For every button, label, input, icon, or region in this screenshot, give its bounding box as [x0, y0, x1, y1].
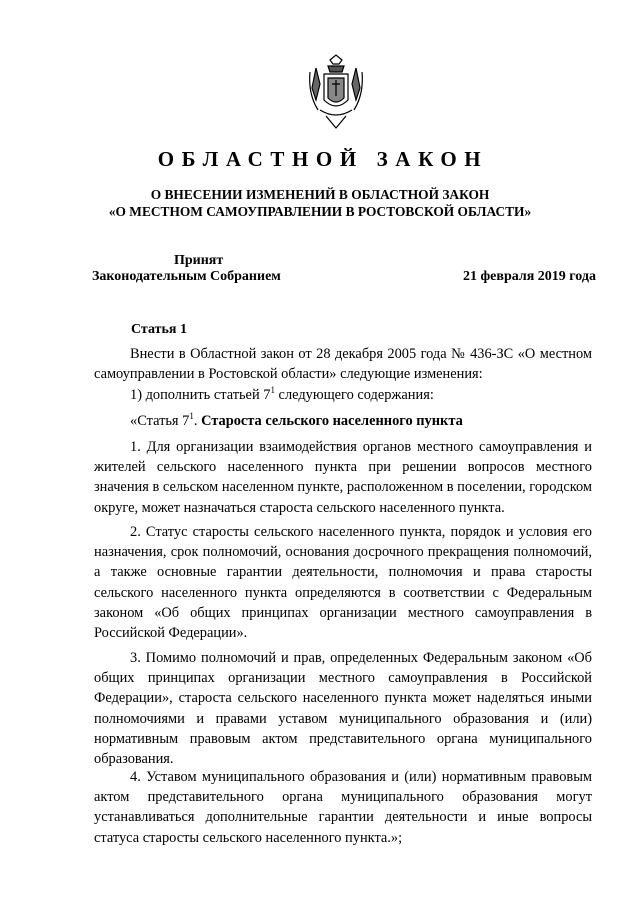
- adopting-body: Законодательным Собранием: [92, 269, 281, 284]
- adoption-date: 21 февраля 2019 года: [463, 269, 596, 284]
- item-1-line: [130, 385, 434, 405]
- coat-of-arms-emblem: [306, 54, 366, 130]
- item-1-suffix: следующего содержания:: [274, 387, 434, 403]
- new-article-heading: «Статья $7^1$. Староста сельского населенного пункта: [130, 411, 463, 429]
- paragraph-3: 3. Помимо полномочий и прав, определенных Федеральным законом «Об общих принципах организации местного самоуправления в Российской Федерации», староста сельского населенного пункта может наделяться иными полномочиями и правами уставом муниципального образования и (или) нормативным правовым актом представительного органа муниципального образования.: [94, 650, 592, 768]
- adopted-label: Принят: [174, 253, 224, 268]
- new-article-title: Староста сельского населенного пункта: [201, 413, 463, 429]
- law-title-line-2: «О МЕСТНОМ САМОУПРАВЛЕНИИ В РОСТОВСКОЙ ОБЛАСТИ»: [108, 204, 532, 219]
- new-article-superscript: 1: [189, 411, 194, 421]
- item-1-superscript: 1: [270, 385, 275, 395]
- document-type-title: ОБЛАСТНОЙ ЗАКОН: [157, 147, 489, 171]
- article-intro-paragraph: Внести в Областной закон от 28 декабря 2005 года № 436-ЗС «О местном самоуправлении в Ростовской области» следующие изменения:: [94, 346, 592, 383]
- new-article-prefix: «Статья 7: [130, 413, 190, 429]
- article-heading: Статья 1: [131, 322, 187, 337]
- item-1-prefix: 1) дополнить статьей 7: [130, 387, 271, 403]
- paragraph-2: 2. Статус старосты сельского населенного пункта, порядок и условия его назначения, срок полномочий, основания досрочного прекращения полномочий, а также основные гарантии деятельности, полномочия и права старосты сельского населенного пункта определяются в соответствии с Федеральным законом «Об общих принципах организации местного самоуправления в Российской Федерации».: [94, 524, 592, 642]
- law-title-line-1: О ВНЕСЕНИИ ИЗМЕНЕНИЙ В ОБЛАСТНОЙ ЗАКОН: [150, 187, 490, 202]
- paragraph-4: 4. Уставом муниципального образования и (или) нормативным правовым актом представительного органа муниципального образования могут устанавливаться дополнительные гарантии деятельности и иные вопросы статуса старосты сельского населенного пункта.»;: [94, 769, 592, 846]
- paragraph-1: 1. Для организации взаимодействия органов местного самоуправления и жителей сельского населенного пункта при решении вопросов местного значения в сельском населенном пункте, расположенном в поселении, городском округе, может назначаться староста сельского населенного пункта.: [94, 439, 592, 516]
